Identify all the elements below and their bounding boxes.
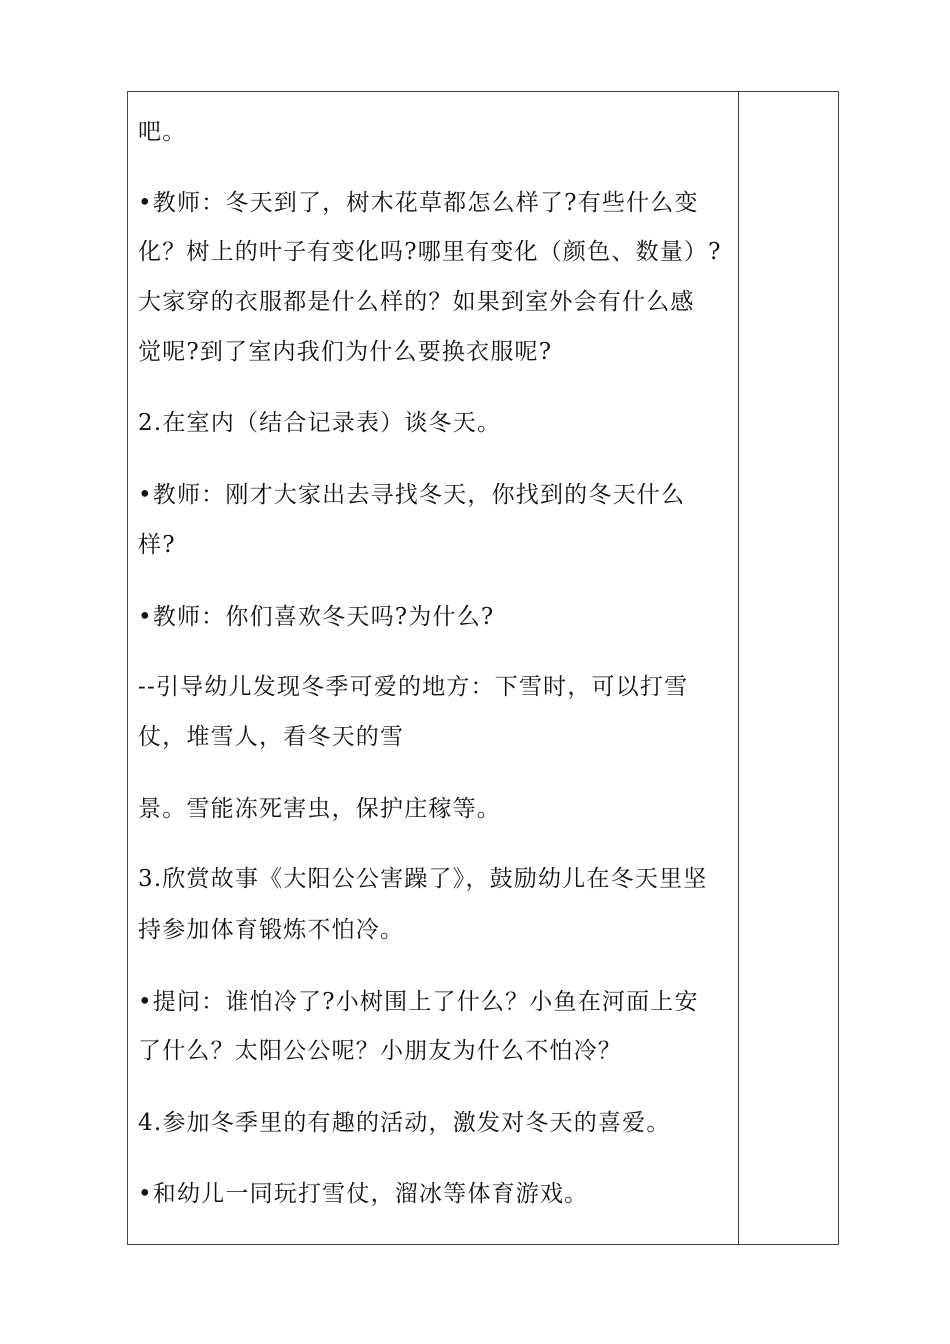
- text-line: •教师：刚才大家出去寻找冬天，你找到的冬天什么: [138, 482, 686, 508]
- section-heading: 2.在室内（结合记录表）谈冬天。: [138, 410, 502, 436]
- text-line: 觉呢?到了室内我们为什么要换衣服呢?: [138, 339, 553, 365]
- text-line: 了什么？太阳公公呢？小朋友为什么不怕冷？: [138, 1038, 622, 1064]
- text-line: 持参加体育锻炼不怕冷。: [138, 917, 405, 943]
- section-heading: 3.欣赏故事《大阳公公害躁了》，鼓励幼儿在冬天里坚: [138, 866, 708, 892]
- text-line: 化？树上的叶子有变化吗?哪里有变化（颜色、数量）?: [138, 239, 722, 265]
- text-line: 仗，堆雪人，看冬天的雪: [138, 724, 405, 750]
- text-line: •提问：谁怕冷了?小树围上了什么？小鱼在河面上安: [138, 989, 699, 1015]
- lesson-table: [127, 91, 839, 1245]
- text-line: •教师：你们喜欢冬天吗?为什么?: [138, 604, 495, 630]
- text-line: •教师：冬天到了，树木花草都怎么样了?有些什么变: [138, 190, 699, 216]
- section-heading: 4.参加冬季里的有趣的活动，激发对冬天的喜爱。: [138, 1110, 671, 1136]
- text-line: 大家穿的衣服都是什么样的？如果到室外会有什么感: [138, 289, 695, 315]
- column-divider: [738, 92, 739, 1244]
- text-line: 景。雪能冻死害虫，保护庄稼等。: [138, 796, 501, 822]
- text-line: --引导幼儿发现冬季可爱的地方：下雪时，可以打雪: [138, 674, 689, 700]
- text-line: •和幼儿一同玩打雪仗，溜冰等体育游戏。: [138, 1181, 589, 1207]
- text-line: 吧。: [138, 119, 187, 145]
- text-line: 样?: [138, 532, 176, 558]
